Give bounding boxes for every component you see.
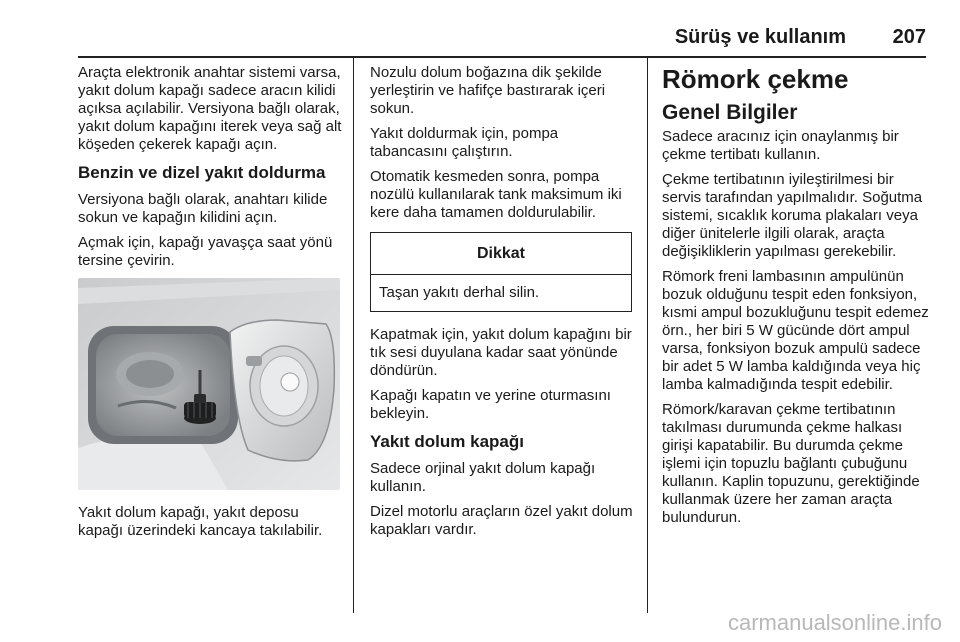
page-number: 207 — [892, 26, 926, 48]
warning-title: Dikkat — [371, 233, 631, 275]
paragraph: Otomatik kesmeden sonra, pompa nozülü kullanılarak tank maksimum iki kere daha tamamen doldurulabilir. — [370, 168, 622, 221]
header-rule — [78, 56, 926, 58]
section-title: Sürüş ve kullanım — [674, 26, 846, 48]
paragraph: Römork/karavan çekme tertibatının takılması durumunda çekme halkası girişi kapatabilir. Bu durumda çekme işlemi için topuzlu bağlantı çubuğunu kullanın. Kaplin topuzunu, gerektiğinde kullanmak üzere her zaman araçta bulundurun. — [662, 401, 920, 526]
paragraph: Dizel motorlu araçların özel yakıt dolum kapakları vardır. — [370, 503, 633, 538]
column-right — [662, 64, 930, 534]
section-heading: Benzin ve dizel yakıt doldurma — [78, 163, 326, 182]
chapter-heading: Römork çekme — [662, 64, 849, 94]
photo-caption: Yakıt dolum kapağı, yakıt deposu kapağı üzerindeki kancaya takılabilir. — [78, 504, 323, 539]
column-divider — [647, 58, 648, 613]
paragraph: Römork freni lambasının ampulünün bozuk olduğunu tespit eden fonksiyon, kısmi ampul bozukluğunu tespit edemez örn., her biri 5 W gücünde dört ampul varsa, fonksiyon bozuk ampulü sadece bir adet 5 W lamba kaldığında veya hiç lamba kalmadığında tespit edebilir. — [662, 268, 929, 393]
paragraph: Yakıt doldurmak için, pompa tabancasını çalıştırın. — [370, 125, 559, 160]
page-header — [78, 26, 926, 56]
paragraph: Çekme tertibatının iyileştirilmesi bir servis tarafından yapılmalıdır. Soğutma sistemi, sıcaklık koruma plakaları veya diğer ünitelerle ilgili olarak, araçta değişikliklerin yapılması gerekebilir. — [662, 171, 923, 260]
warning-box — [370, 232, 632, 312]
paragraph: Kapatmak için, yakıt dolum kapağını bir tık sesi duyulana kadar saat yönünde döndürün. — [370, 326, 632, 379]
section-heading: Yakıt dolum kapağı — [370, 432, 524, 451]
warning-text: Taşan yakıtı derhal silin. — [379, 284, 540, 301]
column-left — [78, 64, 346, 547]
paragraph: Sadece aracınız için onaylanmış bir çekme tertibatı kullanın. — [662, 128, 899, 163]
paragraph: Nozulu dolum boğazına dik şekilde yerleştirin ve hafifçe bastırarak içeri sokun. — [370, 64, 606, 117]
section-heading: Genel Bilgiler — [662, 101, 798, 124]
paragraph: Açmak için, kapağı yavaşça saat yönü tersine çevirin. — [78, 234, 333, 269]
paragraph: Araçta elektronik anahtar sistemi varsa, yakıt dolum kapağı sadece aracın kilidi açıksa açılabilir. Versiyona bağlı olarak, yakıt dolum kapağını iterek veya sağ alt köşeden çekerek kapağı açın. — [78, 64, 342, 153]
paragraph: Versiyona bağlı olarak, anahtarı kilide sokun ve kapağın kilidini açın. — [78, 191, 328, 226]
watermark: carmanualsonline.info — [727, 610, 942, 635]
fuel-cap-photo — [78, 278, 340, 490]
column-middle — [370, 64, 634, 546]
column-divider — [353, 58, 354, 613]
paragraph: Kapağı kapatın ve yerine oturmasını bekleyin. — [370, 387, 611, 422]
paragraph: Sadece orjinal yakıt dolum kapağı kullanın. — [370, 460, 596, 495]
